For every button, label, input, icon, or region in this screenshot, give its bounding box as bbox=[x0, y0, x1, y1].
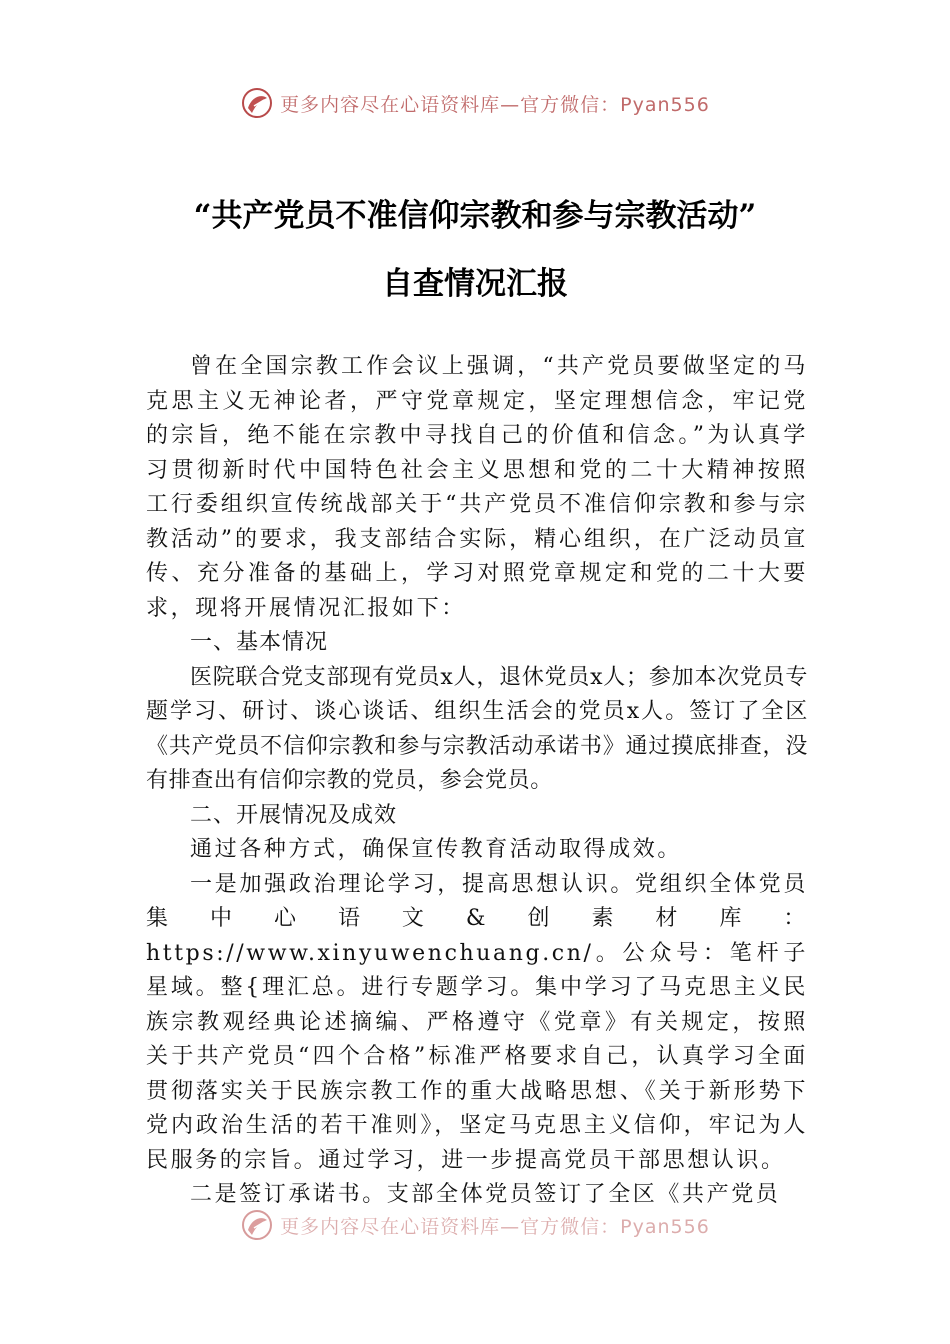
paragraph-intro: 曾在全国宗教工作会议上强调，“共产党员要做坚定的马克思主义无神论者，严守党章规定，坚定理想信念，牢记党的宗旨，绝不能在宗教中寻找自己的价值和信念。”为认真学习贯彻新时代中国特色社会主义思想和党的二十大精神按照工行委组织宣传统战部关于“共产党员不准信仰宗教和参与宗教活动”的要求，我支部结合实际，精心组织，在广泛动员宣传、充分准备的基础上，学习对照党章规定和党的二十大要求，现将开展情况汇报如下： bbox=[146, 354, 808, 621]
paragraph-basic: 医院联合党支部现有党员x人，退休党员x人；参加本次党员专题学习、研讨、谈心谈话、组织生活会的党员x人。签订了全区《共产党员不信仰宗教和参与宗教活动承诺书》通过摸底排查，没有排查出有信仰宗教的党员，参会党员。 bbox=[146, 664, 808, 793]
watermark-logo-icon bbox=[240, 86, 274, 120]
section-heading-progress: 二、开展情况及成效 bbox=[190, 802, 398, 828]
watermark-text: 更多内容尽在心语资料库—官方微信：Pyan556 bbox=[280, 93, 710, 116]
document-body bbox=[146, 350, 808, 1213]
document-title-line1: “共产党员不准信仰宗教和参与宗教活动” bbox=[193, 198, 757, 234]
paragraph-progress-summary: 通过各种方式，确保宣传教育活动取得成效。 bbox=[190, 837, 683, 862]
paragraph-study: 一是加强政治理论学习，提高思想认识。党组织全体党员集中心语文&创素材库：https://www.xinyuwenchuang.cn/。公众号：笔杆子星域。整{理汇总。进行专题学习。集中学习了马克思主义民族宗教观经典论述摘编、严格遵守《党章》有关规定，按照关于共产党员“四个合格”标准严格要求自己，认真学习全面贯彻落实关于民族宗教工作的重大战略思想、《关于新形势下党内政治生活的若干准则》，坚定马克思主义信仰，牢记为人民服务的宗旨。通过学习，进一步提高党员干部思想认识。 bbox=[146, 871, 808, 1173]
document-title-line2: 自查情况汇报 bbox=[382, 266, 568, 302]
paragraph-pledge: 二是签订承诺书。支部全体党员签订了全区《共产党员 bbox=[190, 1182, 781, 1207]
section-heading-basic: 一、基本情况 bbox=[190, 630, 329, 655]
watermark-text: 更多内容尽在心语资料库—官方微信：Pyan556 bbox=[280, 1215, 710, 1238]
watermark-footer bbox=[0, 1208, 950, 1242]
watermark-logo-icon bbox=[240, 1208, 274, 1242]
watermark-header bbox=[0, 86, 950, 120]
